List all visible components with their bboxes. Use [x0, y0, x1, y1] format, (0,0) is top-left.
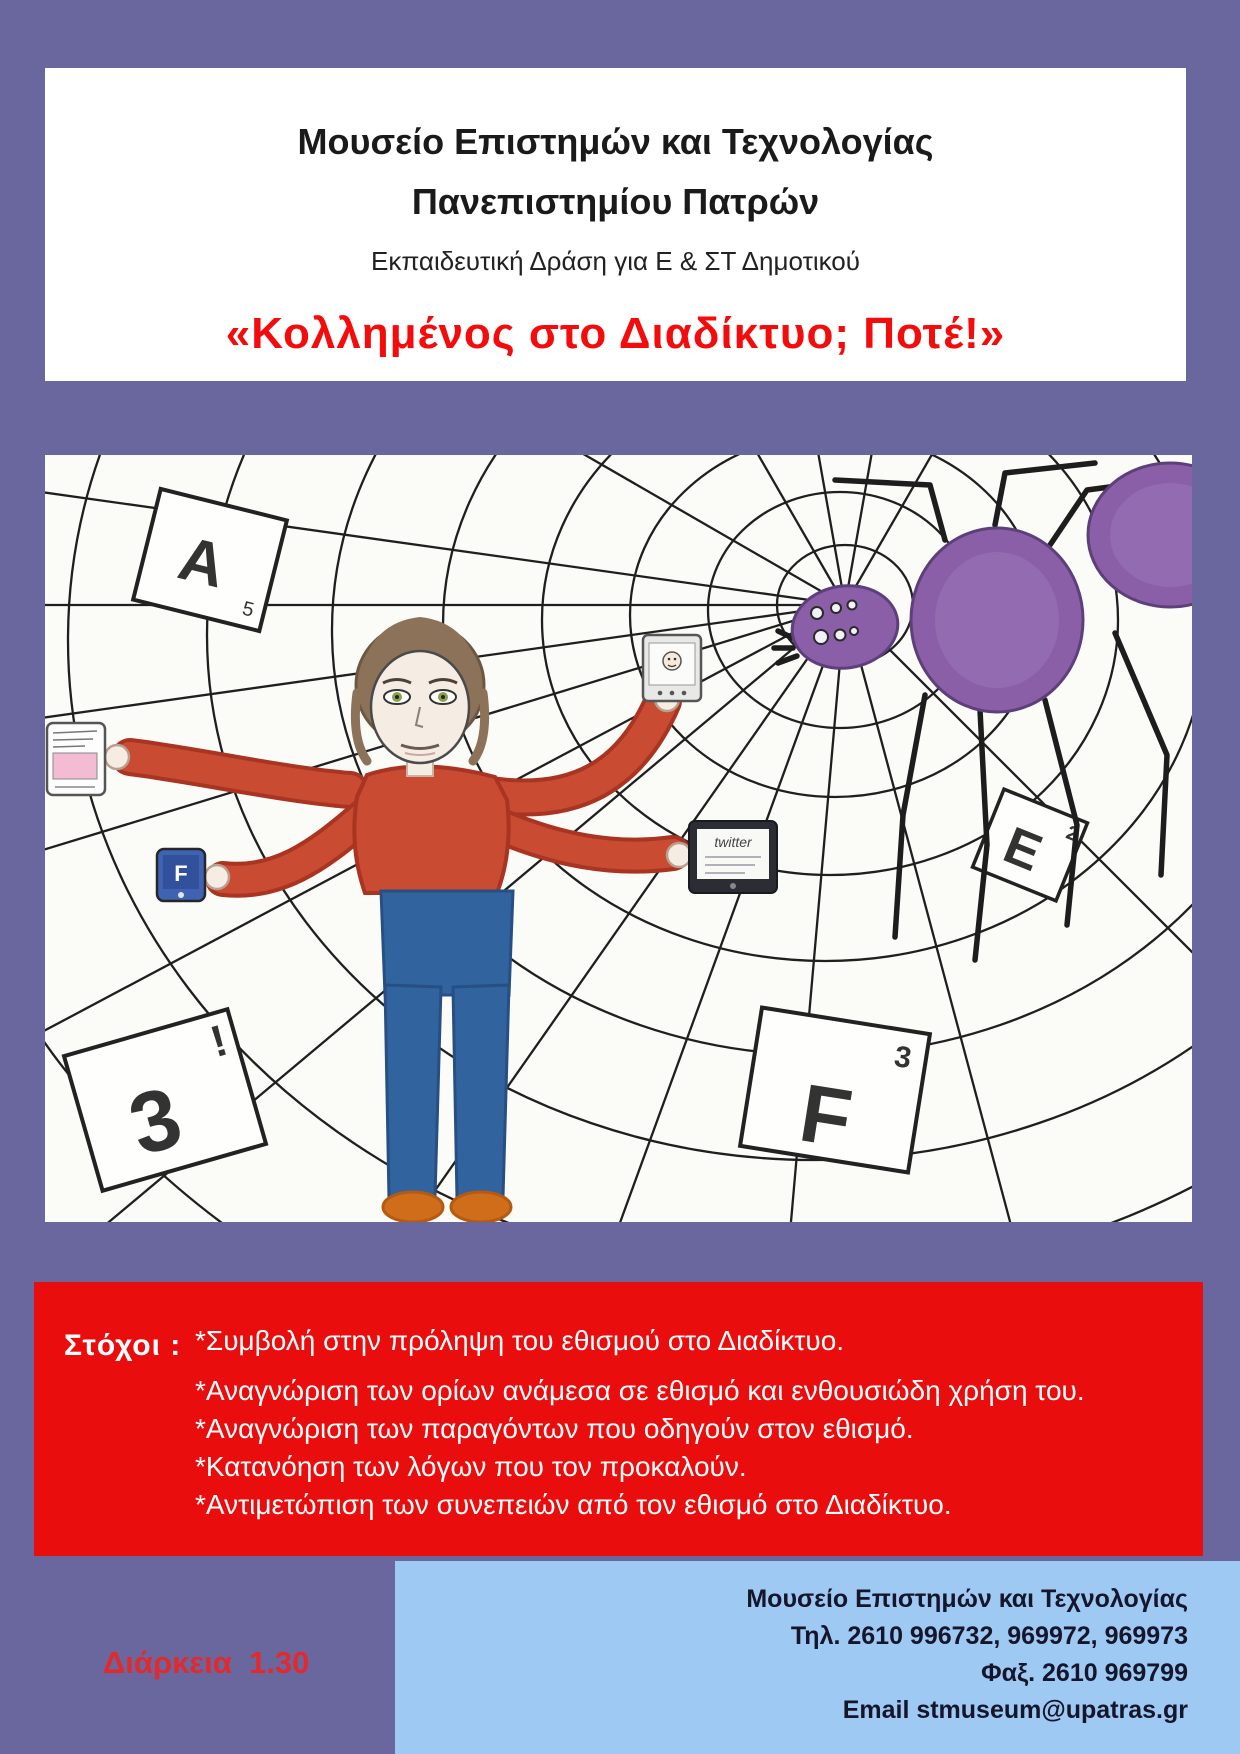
- goals-label: Στόχοι :: [64, 1329, 182, 1362]
- tablet-twitter-label: twitter: [714, 834, 752, 850]
- duration-text: Διάρκεια 1.30: [103, 1645, 310, 1680]
- tile-a-mark: 5: [240, 597, 257, 622]
- drawing-svg: [45, 455, 1192, 1222]
- poster-slogan: «Κολλημένος στο Διαδίκτυο; Ποτέ!»: [225, 309, 1006, 358]
- letter-tile-f: [740, 1008, 930, 1176]
- museum-title-line2: Πανεπιστημίου Πατρών: [411, 181, 820, 222]
- goal-item: *Κατανόηση των λόγων που τον προκαλούν.: [195, 1451, 747, 1482]
- contact-museum-name: Μουσείο Επιστημών και Τεχνολογίας: [746, 1585, 1188, 1613]
- phone-facebook: [157, 849, 205, 901]
- goals-list: [195, 1322, 1173, 1524]
- contact-fax: Φαξ. 2610 969799: [981, 1659, 1188, 1687]
- tile-e-mark: 2: [1062, 821, 1082, 847]
- tile-3-letter: 3: [119, 1068, 192, 1175]
- museum-title-line1: Μουσείο Επιστημών και Τεχνολογίας: [297, 121, 934, 162]
- spider-head: [787, 579, 903, 675]
- goal-item: *Αναγνώριση των παραγόντων που οδηγούν στον εθισμό.: [195, 1413, 914, 1444]
- phone-raised: [643, 635, 701, 701]
- header-box: [45, 68, 1186, 381]
- goal-item: *Αντιμετώπιση των συνεπειών από τον εθισμό στο Διαδίκτυο.: [195, 1489, 952, 1520]
- contact-box: [395, 1561, 1240, 1754]
- tile-e-letter: E: [995, 816, 1050, 884]
- tile-f-letter: F: [793, 1067, 858, 1166]
- goal-item: *Συμβολή στην πρόληψη του εθισμού στο Διαδίκτυο.: [195, 1325, 845, 1356]
- contact-email: Email stmuseum@upatras.gr: [842, 1696, 1188, 1724]
- tile-f-mark: 3: [892, 1040, 914, 1076]
- phone-facebook-label: F: [174, 861, 188, 886]
- tile-a-letter: A: [172, 523, 233, 602]
- child-drawing-illustration: [45, 455, 1192, 1222]
- tablet-twitter: [689, 821, 777, 893]
- goal-item: *Αναγνώριση των ορίων ανάμεσα σε εθισμό και ενθουσιώδη χρήση του.: [195, 1375, 1085, 1406]
- contact-phone: Τηλ. 2610 996732, 969972, 969973: [790, 1622, 1188, 1650]
- person-jeans: [381, 891, 513, 1199]
- activity-subtitle: Εκπαιδευτική Δράση για Ε & ΣΤ Δημοτικού: [371, 246, 860, 276]
- tile-3-mark: !: [205, 1015, 233, 1067]
- letter-tile-3: [64, 1009, 266, 1190]
- letter-tile-a: [133, 489, 287, 631]
- phone-left: [47, 723, 105, 795]
- goals-box: [34, 1282, 1203, 1556]
- person-sweater: [354, 766, 508, 893]
